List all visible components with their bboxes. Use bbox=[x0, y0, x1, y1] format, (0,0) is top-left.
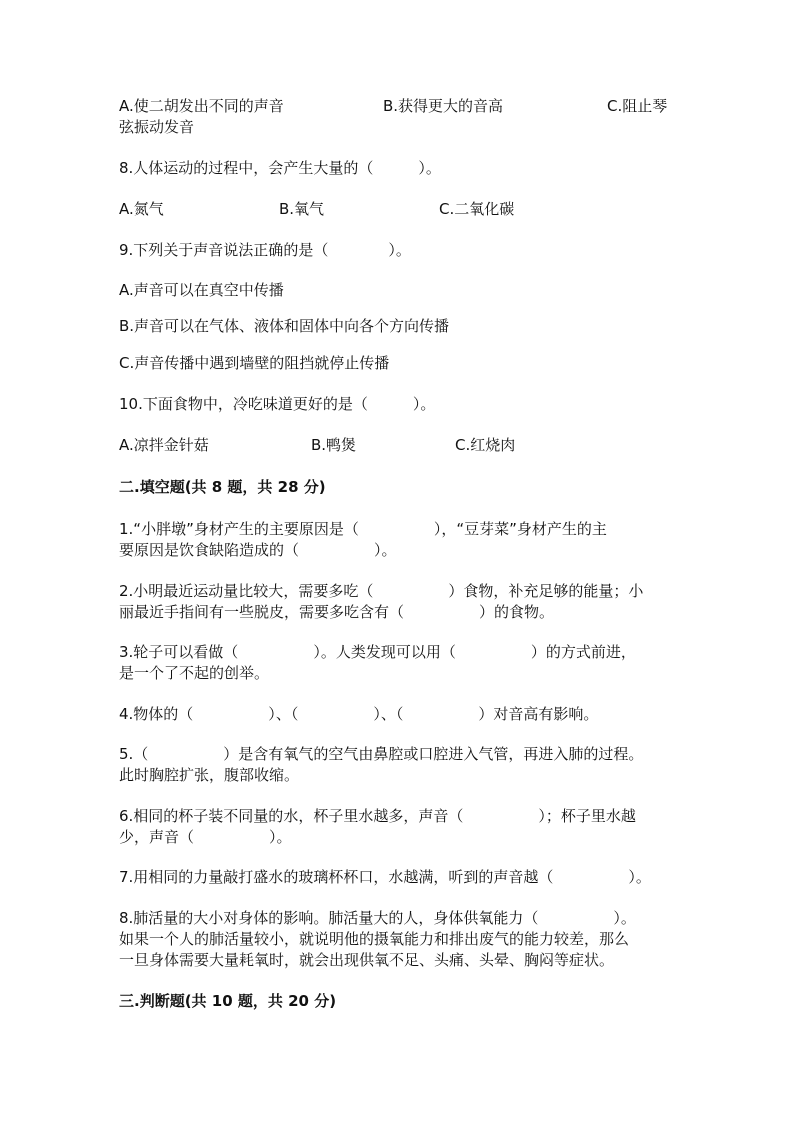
q8-option-b: B.氧气 bbox=[279, 200, 325, 218]
q10-option-c: C.红烧肉 bbox=[455, 436, 516, 454]
fill-7-line-1: 7.用相同的力量敲打盛水的玻璃杯杯口，水越满，听到的声音越（ ）。 bbox=[119, 868, 651, 886]
fill-3-line-1: 3.轮子可以看做（ ）。人类发现可以用（ ）的方式前进， bbox=[119, 643, 636, 661]
fill-8-line-2: 如果一个人的肺活量较小，就说明他的摄氧能力和排出废气的能力较差，那么 bbox=[119, 930, 630, 948]
fill-8-line-1: 8.肺活量的大小对身体的影响。肺活量大的人，身体供氧能力（ ）。 bbox=[119, 909, 636, 927]
q9-stem: 9.下列关于声音说法正确的是（ ）。 bbox=[119, 241, 411, 259]
fill-1-line-2: 要原因是饮食缺陷造成的（ ）。 bbox=[119, 541, 397, 559]
q8-option-a: A.氮气 bbox=[119, 200, 164, 218]
fill-5-line-2: 此时胸腔扩张，腹部收缩。 bbox=[119, 766, 300, 784]
q10-stem: 10.下面食物中，冷吃味道更好的是（ ）。 bbox=[119, 395, 436, 413]
q10-option-b: B.鸭煲 bbox=[311, 436, 357, 454]
q7-option-b: B.获得更大的音高 bbox=[383, 97, 504, 115]
q7-option-a: A.使二胡发出不同的声音 bbox=[119, 97, 284, 115]
fill-6-line-2: 少，声音（ ）。 bbox=[119, 828, 292, 846]
fill-2-line-1: 2.小明最近运动量比较大，需要多吃（ ）食物，补充足够的能量；小 bbox=[119, 582, 644, 600]
fill-3-line-2: 是一个了不起的创举。 bbox=[119, 664, 270, 682]
q8-option-c: C.二氧化碳 bbox=[439, 200, 515, 218]
fill-8-line-3: 一旦身体需要大量耗氧时，就会出现供氧不足、头痛、头晕、胸闷等症状。 bbox=[119, 951, 615, 969]
fill-6-line-1: 6.相同的杯子装不同量的水，杯子里水越多，声音（ ）；杯子里水越 bbox=[119, 807, 636, 825]
section-3-title: 三.判断题(共 10 题，共 20 分) bbox=[119, 992, 337, 1010]
section-2-title: 二.填空题(共 8 题，共 28 分) bbox=[119, 478, 326, 496]
fill-2-line-2: 丽最近手指间有一些脱皮，需要多吃含有（ ）的食物。 bbox=[119, 603, 555, 621]
fill-4-line-1: 4.物体的（ ）、（ ）、（ ）对音高有影响。 bbox=[119, 705, 599, 723]
q10-option-a: A.凉拌金针菇 bbox=[119, 436, 209, 454]
fill-1-line-1: 1.“小胖墩”身材产生的主要原因是（ ），“豆芽菜”身材产生的主 bbox=[119, 520, 607, 538]
q9-option-a: A.声音可以在真空中传播 bbox=[119, 281, 284, 299]
fill-5-line-1: 5.（ ）是含有氧气的空气由鼻腔或口腔进入气管，再进入肺的过程。 bbox=[119, 745, 644, 763]
q9-option-b: B.声音可以在气体、液体和固体中向各个方向传播 bbox=[119, 317, 450, 335]
q7-option-c: C.阻止琴 bbox=[607, 97, 668, 115]
q8-stem: 8.人体运动的过程中，会产生大量的（ ）。 bbox=[119, 159, 441, 177]
q7-option-c-cont: 弦振动发音 bbox=[119, 118, 195, 136]
q9-option-c: C.声音传播中遇到墙壁的阻挡就停止传播 bbox=[119, 354, 390, 372]
